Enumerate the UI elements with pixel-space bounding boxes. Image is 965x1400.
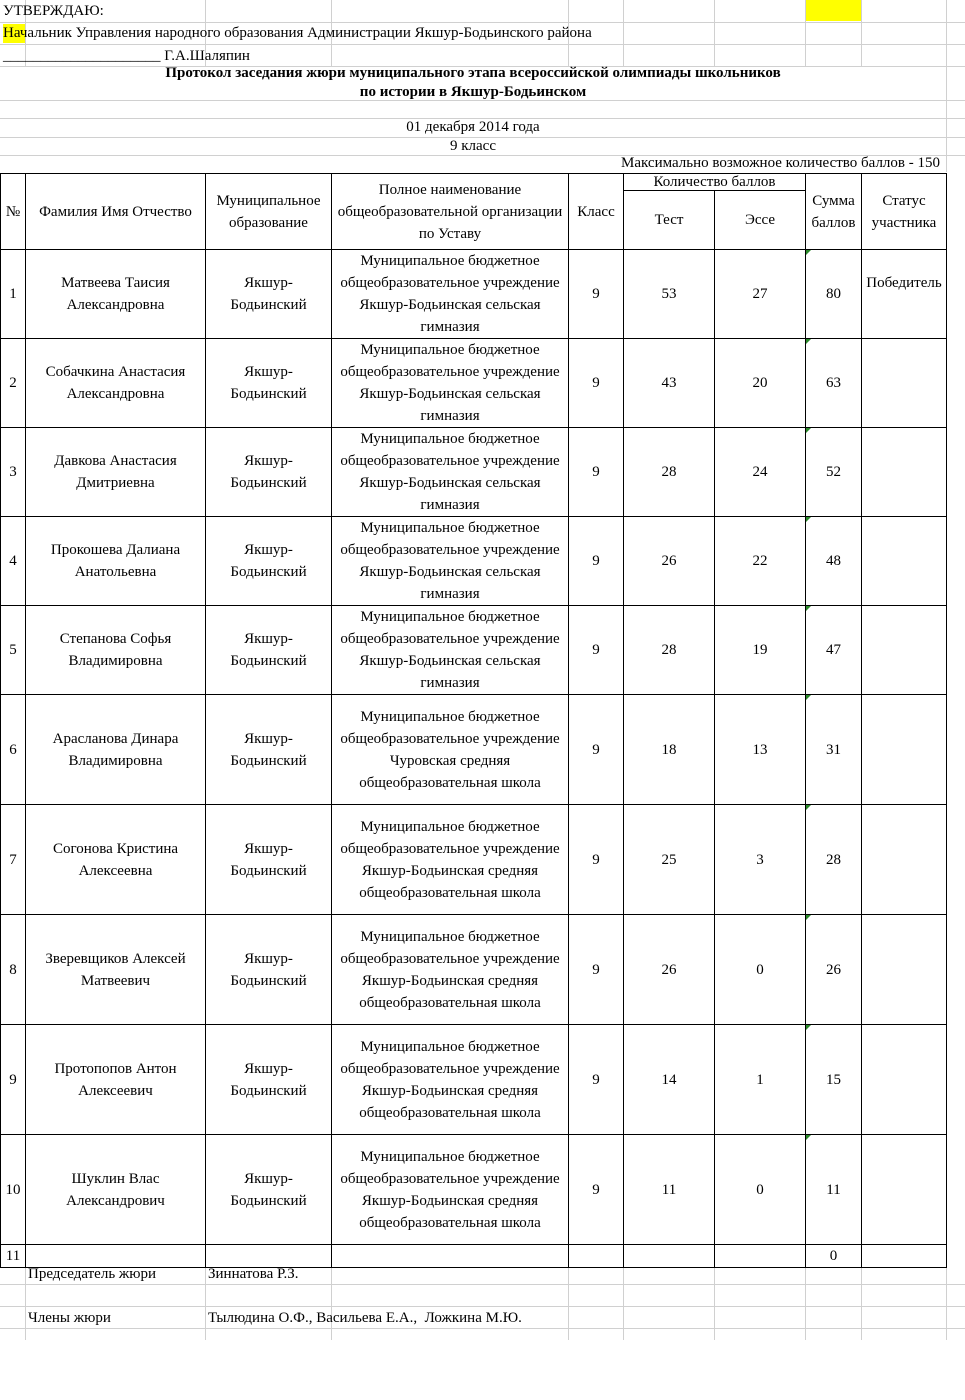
cell-test: 11 xyxy=(624,1135,715,1245)
table-row xyxy=(1,250,947,339)
cell-org: Муниципальное бюджетное общеобразовательное учреждение Якшур-Бодьинская сельская гимназия xyxy=(332,517,569,606)
cell-status xyxy=(862,606,947,695)
cell-status xyxy=(862,1135,947,1245)
table-row xyxy=(1,695,947,805)
cell-name: Зверевщиков Алексей Матвеевич xyxy=(26,915,206,1025)
cell-essay: 3 xyxy=(715,805,806,915)
cell-municipality: Якшур-Бодьинский xyxy=(206,695,332,805)
cell-test: 28 xyxy=(624,428,715,517)
cell-sum: 11 xyxy=(806,1135,862,1245)
approver-position-rest: чальник Управления народного образования Администрации Якшур-Бодьинского района xyxy=(19,25,592,41)
cell-org: Муниципальное бюджетное общеобразовательное учреждение Якшур-Бодьинская средняя общеобразовательная школа xyxy=(332,915,569,1025)
header-class: Класс xyxy=(569,174,624,250)
cell-essay: 22 xyxy=(715,517,806,606)
highlight-cell-top-right xyxy=(806,0,861,21)
cell-municipality: Якшур-Бодьинский xyxy=(206,517,332,606)
cell-name: Степанова Софья Владимировна xyxy=(26,606,206,695)
cell-essay: 27 xyxy=(715,250,806,339)
protocol-date: 01 декабря 2014 года xyxy=(406,119,540,135)
cell-name: Давкова Анастасия Дмитриевна xyxy=(26,428,206,517)
cell-org: Муниципальное бюджетное общеобразовательное учреждение Якшур-Бодьинская сельская гимназия xyxy=(332,606,569,695)
cell-sum: 15 xyxy=(806,1025,862,1135)
header-municipality: Муниципальное образование xyxy=(206,174,332,250)
cell-status xyxy=(862,915,947,1025)
approver-position-highlighted: На xyxy=(3,25,20,41)
cell-name: Шуклин Влас Александрович xyxy=(26,1135,206,1245)
cell-essay: 24 xyxy=(715,428,806,517)
cell-class: 9 xyxy=(569,517,624,606)
table-row xyxy=(1,805,947,915)
header-essay: Эссе xyxy=(715,191,806,250)
cell-status xyxy=(862,1025,947,1135)
cell-sum: 80 xyxy=(806,250,862,339)
cell-class: 9 xyxy=(569,339,624,428)
cell-test: 28 xyxy=(624,606,715,695)
cell-sum: 48 xyxy=(806,517,862,606)
cell-class: 9 xyxy=(569,805,624,915)
jury-members-names: Тылюдина О.Ф., Васильева Е.А., Ложкина М.Ю. xyxy=(208,1310,522,1326)
protocol-title-line2: по истории в Якшур-Бодьинском xyxy=(359,84,587,100)
cell-sum: 26 xyxy=(806,915,862,1025)
table-row xyxy=(1,1025,947,1135)
cell-org: Муниципальное бюджетное общеобразовательное учреждение Якшур-Бодьинская средняя общеобразовательная школа xyxy=(332,1025,569,1135)
cell-municipality: Якшур-Бодьинский xyxy=(206,428,332,517)
cell-org: Муниципальное бюджетное общеобразовательное учреждение Чуровская средняя общеобразовательная школа xyxy=(332,695,569,805)
cell-municipality: Якшур-Бодьинский xyxy=(206,339,332,428)
cell-num: 11 xyxy=(1,1245,26,1268)
cell-status xyxy=(862,428,947,517)
protocol-title-line1: Протокол заседания жюри муниципального этапа всероссийской олимпиады школьников xyxy=(165,65,781,81)
cell-num: 1 xyxy=(1,250,26,339)
cell-essay: 0 xyxy=(715,1135,806,1245)
approver-position xyxy=(3,22,592,44)
cell-test: 18 xyxy=(624,695,715,805)
cell-sum: 47 xyxy=(806,606,862,695)
cell-essay: 0 xyxy=(715,915,806,1025)
table-row xyxy=(1,428,947,517)
cell-class: 9 xyxy=(569,695,624,805)
cell-municipality: Якшур-Бодьинский xyxy=(206,606,332,695)
header-test: Тест xyxy=(624,191,715,250)
cell-essay: 20 xyxy=(715,339,806,428)
cell-name: Матвеева Таисия Александровна xyxy=(26,250,206,339)
cell-class: 9 xyxy=(569,250,624,339)
cell-status xyxy=(862,1245,947,1268)
cell-sum: 31 xyxy=(806,695,862,805)
cell-org: Муниципальное бюджетное общеобразовательное учреждение Якшур-Бодьинская средняя общеобразовательная школа xyxy=(332,805,569,915)
cell-num: 9 xyxy=(1,1025,26,1135)
cell-test: 53 xyxy=(624,250,715,339)
cell-test: 43 xyxy=(624,339,715,428)
cell-class: 9 xyxy=(569,1135,624,1245)
cell-name: Арасланова Динара Владимировна xyxy=(26,695,206,805)
header-status: Статус участника xyxy=(862,174,947,250)
cell-status xyxy=(862,805,947,915)
cell-sum: 52 xyxy=(806,428,862,517)
header-sum: Сумма баллов xyxy=(806,174,862,250)
results-table xyxy=(0,173,947,1268)
cell-municipality: Якшур-Бодьинский xyxy=(206,250,332,339)
cell-sum: 0 xyxy=(806,1245,862,1268)
header-num: № xyxy=(1,174,26,250)
max-score-label: Максимально возможное количество баллов - 150 xyxy=(621,155,940,171)
cell-num: 6 xyxy=(1,695,26,805)
cell-municipality: Якшур-Бодьинский xyxy=(206,1135,332,1245)
cell-num: 3 xyxy=(1,428,26,517)
cell-org: Муниципальное бюджетное общеобразовательное учреждение Якшур-Бодьинская сельская гимназия xyxy=(332,339,569,428)
cell-class: 9 xyxy=(569,1025,624,1135)
cell-test: 14 xyxy=(624,1025,715,1135)
cell-essay: 1 xyxy=(715,1025,806,1135)
cell-test: 26 xyxy=(624,915,715,1025)
table-row xyxy=(1,606,947,695)
cell-org xyxy=(332,1245,569,1268)
cell-class xyxy=(569,1245,624,1268)
cell-status xyxy=(862,339,947,428)
cell-name: Согонова Кристина Алексеевна xyxy=(26,805,206,915)
cell-class: 9 xyxy=(569,428,624,517)
table-row xyxy=(1,517,947,606)
cell-status xyxy=(862,517,947,606)
cell-test: 25 xyxy=(624,805,715,915)
cell-class: 9 xyxy=(569,915,624,1025)
cell-name: Протопопов Антон Алексеевич xyxy=(26,1025,206,1135)
cell-num: 8 xyxy=(1,915,26,1025)
approve-label: УТВЕРЖДАЮ: xyxy=(3,3,104,19)
table-row xyxy=(1,339,947,428)
jury-members-label: Члены жюри xyxy=(28,1310,111,1326)
header-name: Фамилия Имя Отчество xyxy=(26,174,206,250)
cell-status: Победитель xyxy=(862,250,947,339)
cell-class: 9 xyxy=(569,606,624,695)
cell-org: Муниципальное бюджетное общеобразовательное учреждение Якшур-Бодьинская средняя общеобразовательная школа xyxy=(332,1135,569,1245)
grade-label: 9 класс xyxy=(450,138,496,154)
jury-chair-name: Зиннатова Р.З. xyxy=(208,1266,299,1282)
cell-essay xyxy=(715,1245,806,1268)
table-row xyxy=(1,915,947,1025)
cell-num: 10 xyxy=(1,1135,26,1245)
header-scores: Количество баллов xyxy=(624,174,806,191)
cell-municipality: Якшур-Бодьинский xyxy=(206,805,332,915)
cell-num: 5 xyxy=(1,606,26,695)
cell-municipality: Якшур-Бодьинский xyxy=(206,915,332,1025)
cell-sum: 63 xyxy=(806,339,862,428)
table-row xyxy=(1,1135,947,1245)
cell-essay: 19 xyxy=(715,606,806,695)
cell-num: 2 xyxy=(1,339,26,428)
signature-line: _____________________ Г.А.Шаляпин xyxy=(3,48,250,64)
cell-test: 26 xyxy=(624,517,715,606)
cell-essay: 13 xyxy=(715,695,806,805)
cell-municipality: Якшур-Бодьинский xyxy=(206,1025,332,1135)
cell-org: Муниципальное бюджетное общеобразовательное учреждение Якшур-Бодьинская сельская гимназия xyxy=(332,428,569,517)
jury-chair-label: Председатель жюри xyxy=(28,1266,157,1282)
cell-sum: 28 xyxy=(806,805,862,915)
cell-status xyxy=(862,695,947,805)
cell-name: Собачкина Анастасия Александровна xyxy=(26,339,206,428)
cell-num: 4 xyxy=(1,517,26,606)
cell-name: Прокошева Далиана Анатольевна xyxy=(26,517,206,606)
cell-num: 7 xyxy=(1,805,26,915)
cell-test xyxy=(624,1245,715,1268)
header-org: Полное наименование общеобразовательной организации по Уставу xyxy=(332,174,569,250)
cell-org: Муниципальное бюджетное общеобразовательное учреждение Якшур-Бодьинская сельская гимназия xyxy=(332,250,569,339)
